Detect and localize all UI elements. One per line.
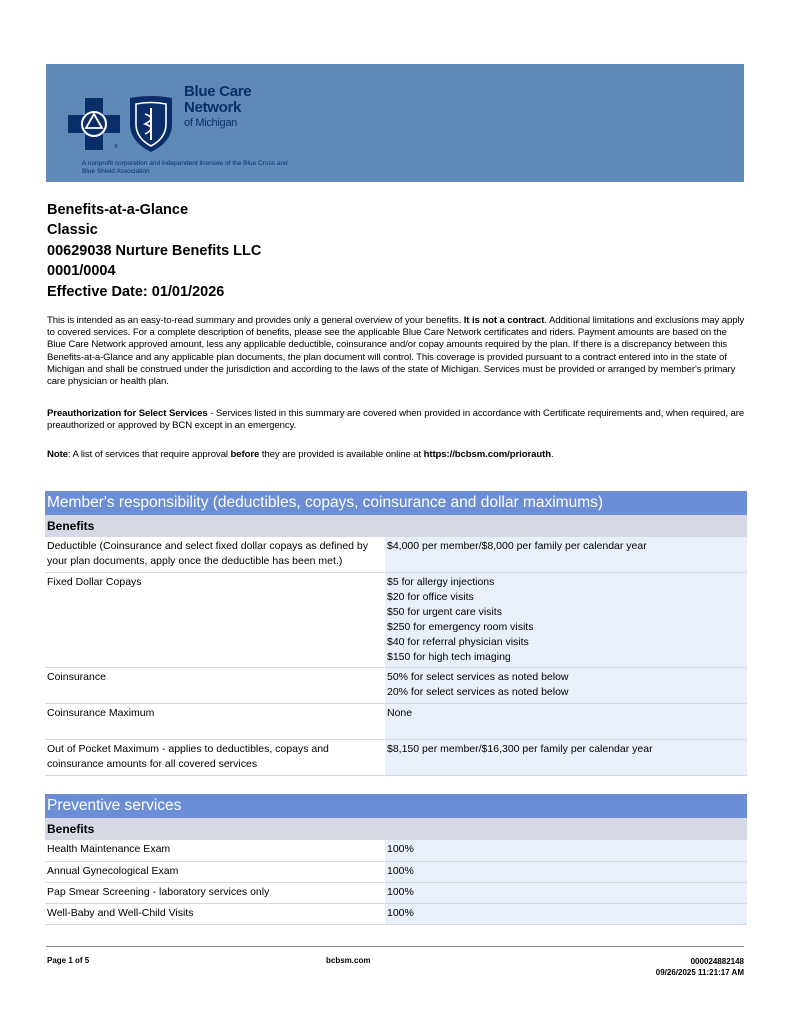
logo-wordmark: [184, 84, 251, 130]
effective-date: Effective Date: 01/01/2026: [47, 283, 225, 300]
preventive-services-table: [45, 818, 747, 925]
table-row: [45, 537, 747, 572]
row-label: Fixed Dollar Copays: [45, 572, 385, 667]
table-row: [45, 739, 747, 775]
table-row: [45, 882, 747, 903]
footer-site[interactable]: bcbsm.com: [326, 956, 371, 965]
group-name: 00629038 Nurture Benefits LLC: [47, 242, 262, 259]
page-number: Page 1 of 5: [47, 956, 90, 965]
table-row: [45, 703, 747, 739]
header-banner: [46, 64, 744, 182]
row-label: Deductible (Coinsurance and select fixed dollar copays as defined by your plan documents, apply once the deductible has been met.): [45, 537, 385, 572]
table-row: [45, 667, 747, 703]
note-text-cont: they are provided is available online at: [259, 449, 424, 460]
row-value-line: $150 for high tech imaging: [387, 650, 511, 663]
row-label: Health Maintenance Exam: [45, 840, 385, 861]
row-value: 100%: [385, 882, 747, 903]
row-value-line: $5 for allergy injections: [387, 575, 495, 588]
preauth-heading: Preauthorization for Select Services: [47, 408, 208, 419]
blue-shield-icon: [126, 94, 176, 154]
row-value-line: 50% for select services as noted below: [387, 670, 569, 683]
logo-name-line1: Blue Care: [184, 83, 252, 100]
table-row: [45, 903, 747, 924]
row-value-line: $8,150 per member/$16,300 per family per calendar year: [387, 742, 653, 755]
note-label: Note: [47, 449, 68, 460]
member-responsibility-table: [45, 515, 747, 776]
section-title-preventive: Preventive services: [45, 794, 747, 818]
priorauth-link[interactable]: https://bcbsm.com/priorauth: [423, 449, 551, 460]
row-value-line: $4,000 per member/$8,000 per family per calendar year: [387, 540, 647, 552]
logo-name-line2: Network: [184, 99, 242, 116]
row-value: 100%: [385, 840, 747, 861]
note-emphasis: before: [230, 449, 260, 460]
footer-divider: [46, 946, 744, 947]
group-suffix: 0001/0004: [47, 263, 116, 280]
document-id: 000024882148: [690, 957, 744, 966]
row-value-line: $20 for office visits: [387, 590, 474, 603]
row-value-line: 20% for select services as noted below: [387, 685, 569, 698]
table-header-row: [45, 515, 747, 537]
row-value-line: $50 for urgent care visits: [387, 605, 502, 618]
footer-meta: [656, 956, 744, 978]
intro-paragraph: [47, 315, 747, 388]
row-label: Out of Pocket Maximum - applies to deductibles, copays and coinsurance amounts for all covered services: [45, 739, 385, 775]
table-row: [45, 840, 747, 861]
note-paragraph: [47, 449, 747, 461]
note-text: : A list of services that require approval: [67, 449, 231, 460]
row-value-line: None: [387, 706, 413, 719]
row-value: 100%: [385, 861, 747, 882]
section-title-member-responsibility: Member's responsibility (deductibles, copays, coinsurance and dollar maximums): [45, 491, 747, 515]
document-title: Benefits-at-a-Glance: [47, 202, 189, 218]
row-value: 100%: [385, 903, 747, 924]
logo-name-line3: of Michigan: [184, 117, 237, 129]
row-value-line: $40 for referral physician visits: [387, 635, 529, 648]
intro-emphasis: It is not a contract: [463, 315, 545, 326]
print-timestamp: 09/26/2025 11:21:17 AM: [655, 968, 744, 977]
row-value: [385, 703, 747, 739]
col-header-benefits: Benefits: [45, 818, 385, 840]
col-header-benefits: Benefits: [45, 515, 385, 537]
row-label: Well-Baby and Well-Child Visits: [45, 903, 385, 924]
row-label: Coinsurance: [45, 667, 385, 703]
col-header-blank: [385, 818, 747, 840]
svg-text:®: ®: [114, 144, 118, 150]
logo-tagline: A nonprofit corporation and independent licensee of the Blue Cross and Blue Shield Association: [82, 160, 288, 175]
table-row: [45, 861, 747, 882]
table-header-row: [45, 818, 747, 840]
row-value: [385, 537, 747, 572]
row-value: [385, 739, 747, 775]
preauth-text: - Services listed in this summary are covered when provided in accordance with Certificate requirements and, when required, are preauthorized or approved by BCN except in an emergency.: [47, 408, 745, 432]
col-header-blank: [385, 515, 747, 537]
bcn-logo: [68, 80, 298, 180]
row-label: Annual Gynecological Exam: [45, 861, 385, 882]
intro-text-cont: . Additional limitations and exclusions may apply to covered services. For a complete description of benefits, please see the applicable Blue Care Network certificates and riders. Payment amounts are based on the Blue Care Network approved amount, less any applicable deductible, coinsurance and/or copay amounts required by the plan. If there is a discrepancy between this Benefits-at-a-Glance and any applicable plan documents, the plan document will control. This coverage is provided pursuant to a contract entered into in the state of Michigan and shall be construed under the jurisdiction and according to the laws of the state of Michigan. Services must be provided or arranged by member's primary care physician or health plan.: [47, 315, 745, 388]
row-label: Pap Smear Screening - laboratory services only: [45, 882, 385, 903]
table-row: [45, 572, 747, 667]
row-value: [385, 572, 747, 667]
document-header: [47, 200, 261, 302]
note-end: .: [550, 449, 554, 460]
blue-cross-icon: [68, 98, 120, 150]
intro-text: This is intended as an easy-to-read summary and provides only a general overview of your benefits.: [47, 315, 464, 326]
plan-name: Classic: [47, 222, 98, 239]
preauth-paragraph: [47, 408, 747, 432]
row-label: Coinsurance Maximum: [45, 703, 385, 739]
row-value-line: $250 for emergency room visits: [387, 620, 534, 633]
row-value: [385, 667, 747, 703]
